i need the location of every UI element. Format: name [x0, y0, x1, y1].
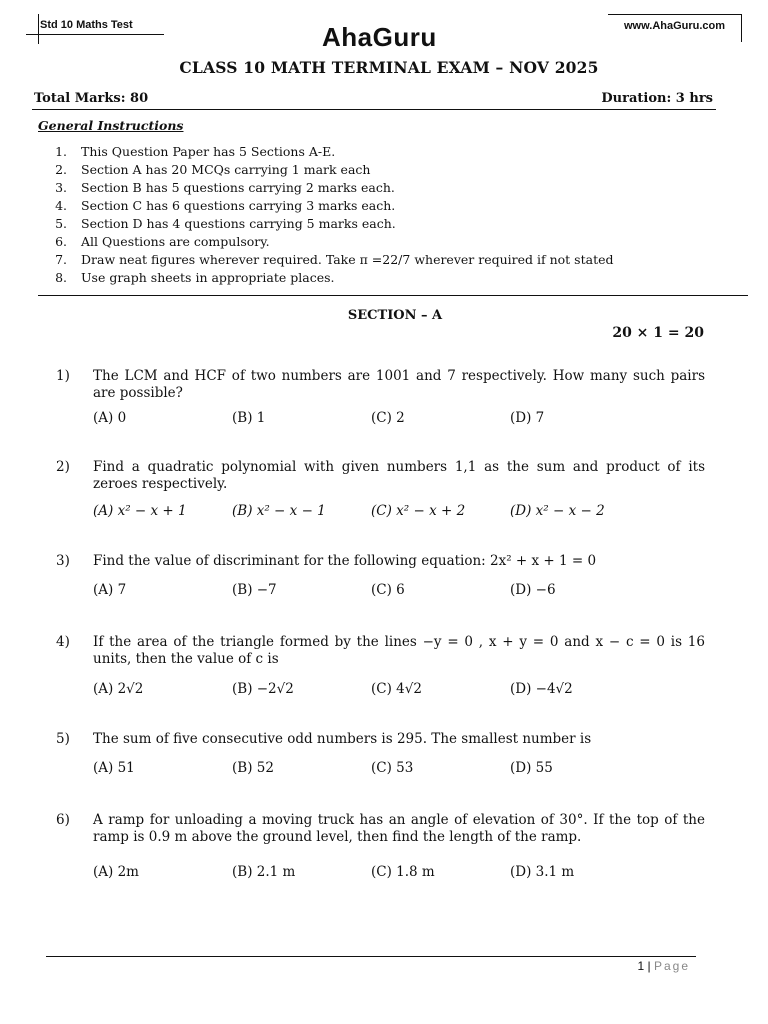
instructions-heading: General Instructions [38, 118, 184, 133]
option-b: (B) −7 [232, 582, 277, 598]
instructions-divider [38, 295, 748, 296]
instruction-number: 7. [55, 252, 67, 267]
instruction-text: Section A has 20 MCQs carrying 1 mark each [81, 162, 371, 177]
option-d: (D) 3.1 m [510, 864, 575, 880]
instruction-text: Section B has 5 questions carrying 2 marks each. [81, 180, 395, 195]
question-number: 4) [56, 634, 70, 650]
instruction-item [53, 179, 693, 197]
option-b: (B) x² − x − 1 [232, 503, 326, 519]
website-link: www.AhaGuru.com [624, 20, 726, 32]
option-b: (B) 1 [232, 410, 266, 426]
instructions-list [53, 143, 693, 287]
question-number: 1) [56, 368, 70, 384]
header-right-top-rule [608, 14, 742, 15]
total-marks: Total Marks: 80 [34, 91, 149, 106]
question-number: 2) [56, 459, 70, 475]
instruction-number: 2. [55, 162, 67, 177]
option-c: (C) 53 [371, 760, 414, 776]
instruction-number: 1. [55, 144, 67, 159]
instruction-item [53, 197, 693, 215]
question-text: Find a quadratic polynomial with given numbers 1,1 as the sum and product of its zeroes respectively. [93, 459, 705, 492]
page-separator: | [647, 959, 651, 973]
header-left-rule [38, 14, 39, 44]
instruction-item [53, 215, 693, 233]
option-d: (D) 55 [510, 760, 553, 776]
instruction-text: Draw neat figures wherever required. Take π =22/7 wherever required if not stated [81, 252, 614, 267]
section-title: SECTION – A [347, 308, 443, 323]
option-a: (A) x² − x + 1 [93, 503, 187, 519]
page-indicator [637, 959, 690, 973]
instruction-text: This Question Paper has 5 Sections A-E. [81, 144, 336, 159]
duration: Duration: 3 hrs [601, 91, 713, 106]
exam-title: CLASS 10 MATH TERMINAL EXAM – NOV 2025 [179, 58, 599, 77]
instruction-text: Section C has 6 questions carrying 3 marks each. [81, 198, 396, 213]
header-right-rule [741, 14, 742, 42]
question-text: A ramp for unloading a moving truck has an angle of elevation of 30°. If the top of the ramp is 0.9 m above the ground level, then find the length of the ramp. [93, 812, 705, 845]
option-d: (D) −4√2 [510, 681, 573, 697]
instruction-number: 4. [55, 198, 67, 213]
instruction-number: 8. [55, 270, 67, 285]
option-c: (C) 1.8 m [371, 864, 435, 880]
option-b: (B) 2.1 m [232, 864, 296, 880]
option-c: (C) 2 [371, 410, 405, 426]
question-text: Find the value of discriminant for the following equation: 2x² + x + 1 = 0 [93, 553, 597, 569]
section-marks: 20 × 1 = 20 [612, 325, 704, 341]
instruction-item [53, 143, 693, 161]
option-a: (A) 2m [93, 864, 139, 880]
option-d: (D) x² − x − 2 [510, 503, 605, 519]
instruction-number: 5. [55, 216, 67, 231]
option-c: (C) 4√2 [371, 681, 422, 697]
header-tag-underline [26, 34, 164, 35]
question-text: If the area of the triangle formed by the lines −y = 0 , x + y = 0 and x − c = 0 is 16 units, then the value of c is [93, 634, 705, 667]
option-c: (C) 6 [371, 582, 405, 598]
page-number: 1 [637, 959, 645, 973]
instruction-text: Use graph sheets in appropriate places. [81, 270, 335, 285]
instruction-text: All Questions are compulsory. [81, 234, 270, 249]
question-number: 3) [56, 553, 70, 569]
header-divider [32, 109, 716, 110]
option-a: (A) 51 [93, 760, 135, 776]
test-tag: Std 10 Maths Test [40, 19, 133, 31]
instruction-number: 3. [55, 180, 67, 195]
option-d: (D) −6 [510, 582, 556, 598]
instruction-item [53, 233, 693, 251]
question-text: The LCM and HCF of two numbers are 1001 and 7 respectively. How many such pairs are possible? [93, 368, 705, 401]
question-number: 6) [56, 812, 70, 828]
question-number: 5) [56, 731, 70, 747]
footer-divider [46, 956, 696, 957]
ahaguru-logo: AhaGuru [322, 22, 437, 52]
instruction-item [53, 161, 693, 179]
instruction-number: 6. [55, 234, 67, 249]
instruction-item [53, 269, 693, 287]
option-a: (A) 0 [93, 410, 127, 426]
instruction-item [53, 251, 693, 269]
option-d: (D) 7 [510, 410, 545, 426]
option-c: (C) x² − x + 2 [371, 503, 466, 519]
question-text: The sum of five consecutive odd numbers is 295. The smallest number is [93, 731, 592, 747]
option-b: (B) 52 [232, 760, 274, 776]
option-a: (A) 2√2 [93, 681, 144, 697]
instruction-text: Section D has 4 questions carrying 5 marks each. [81, 216, 396, 231]
page-label: Page [653, 959, 690, 973]
option-a: (A) 7 [93, 582, 127, 598]
option-b: (B) −2√2 [232, 681, 294, 697]
